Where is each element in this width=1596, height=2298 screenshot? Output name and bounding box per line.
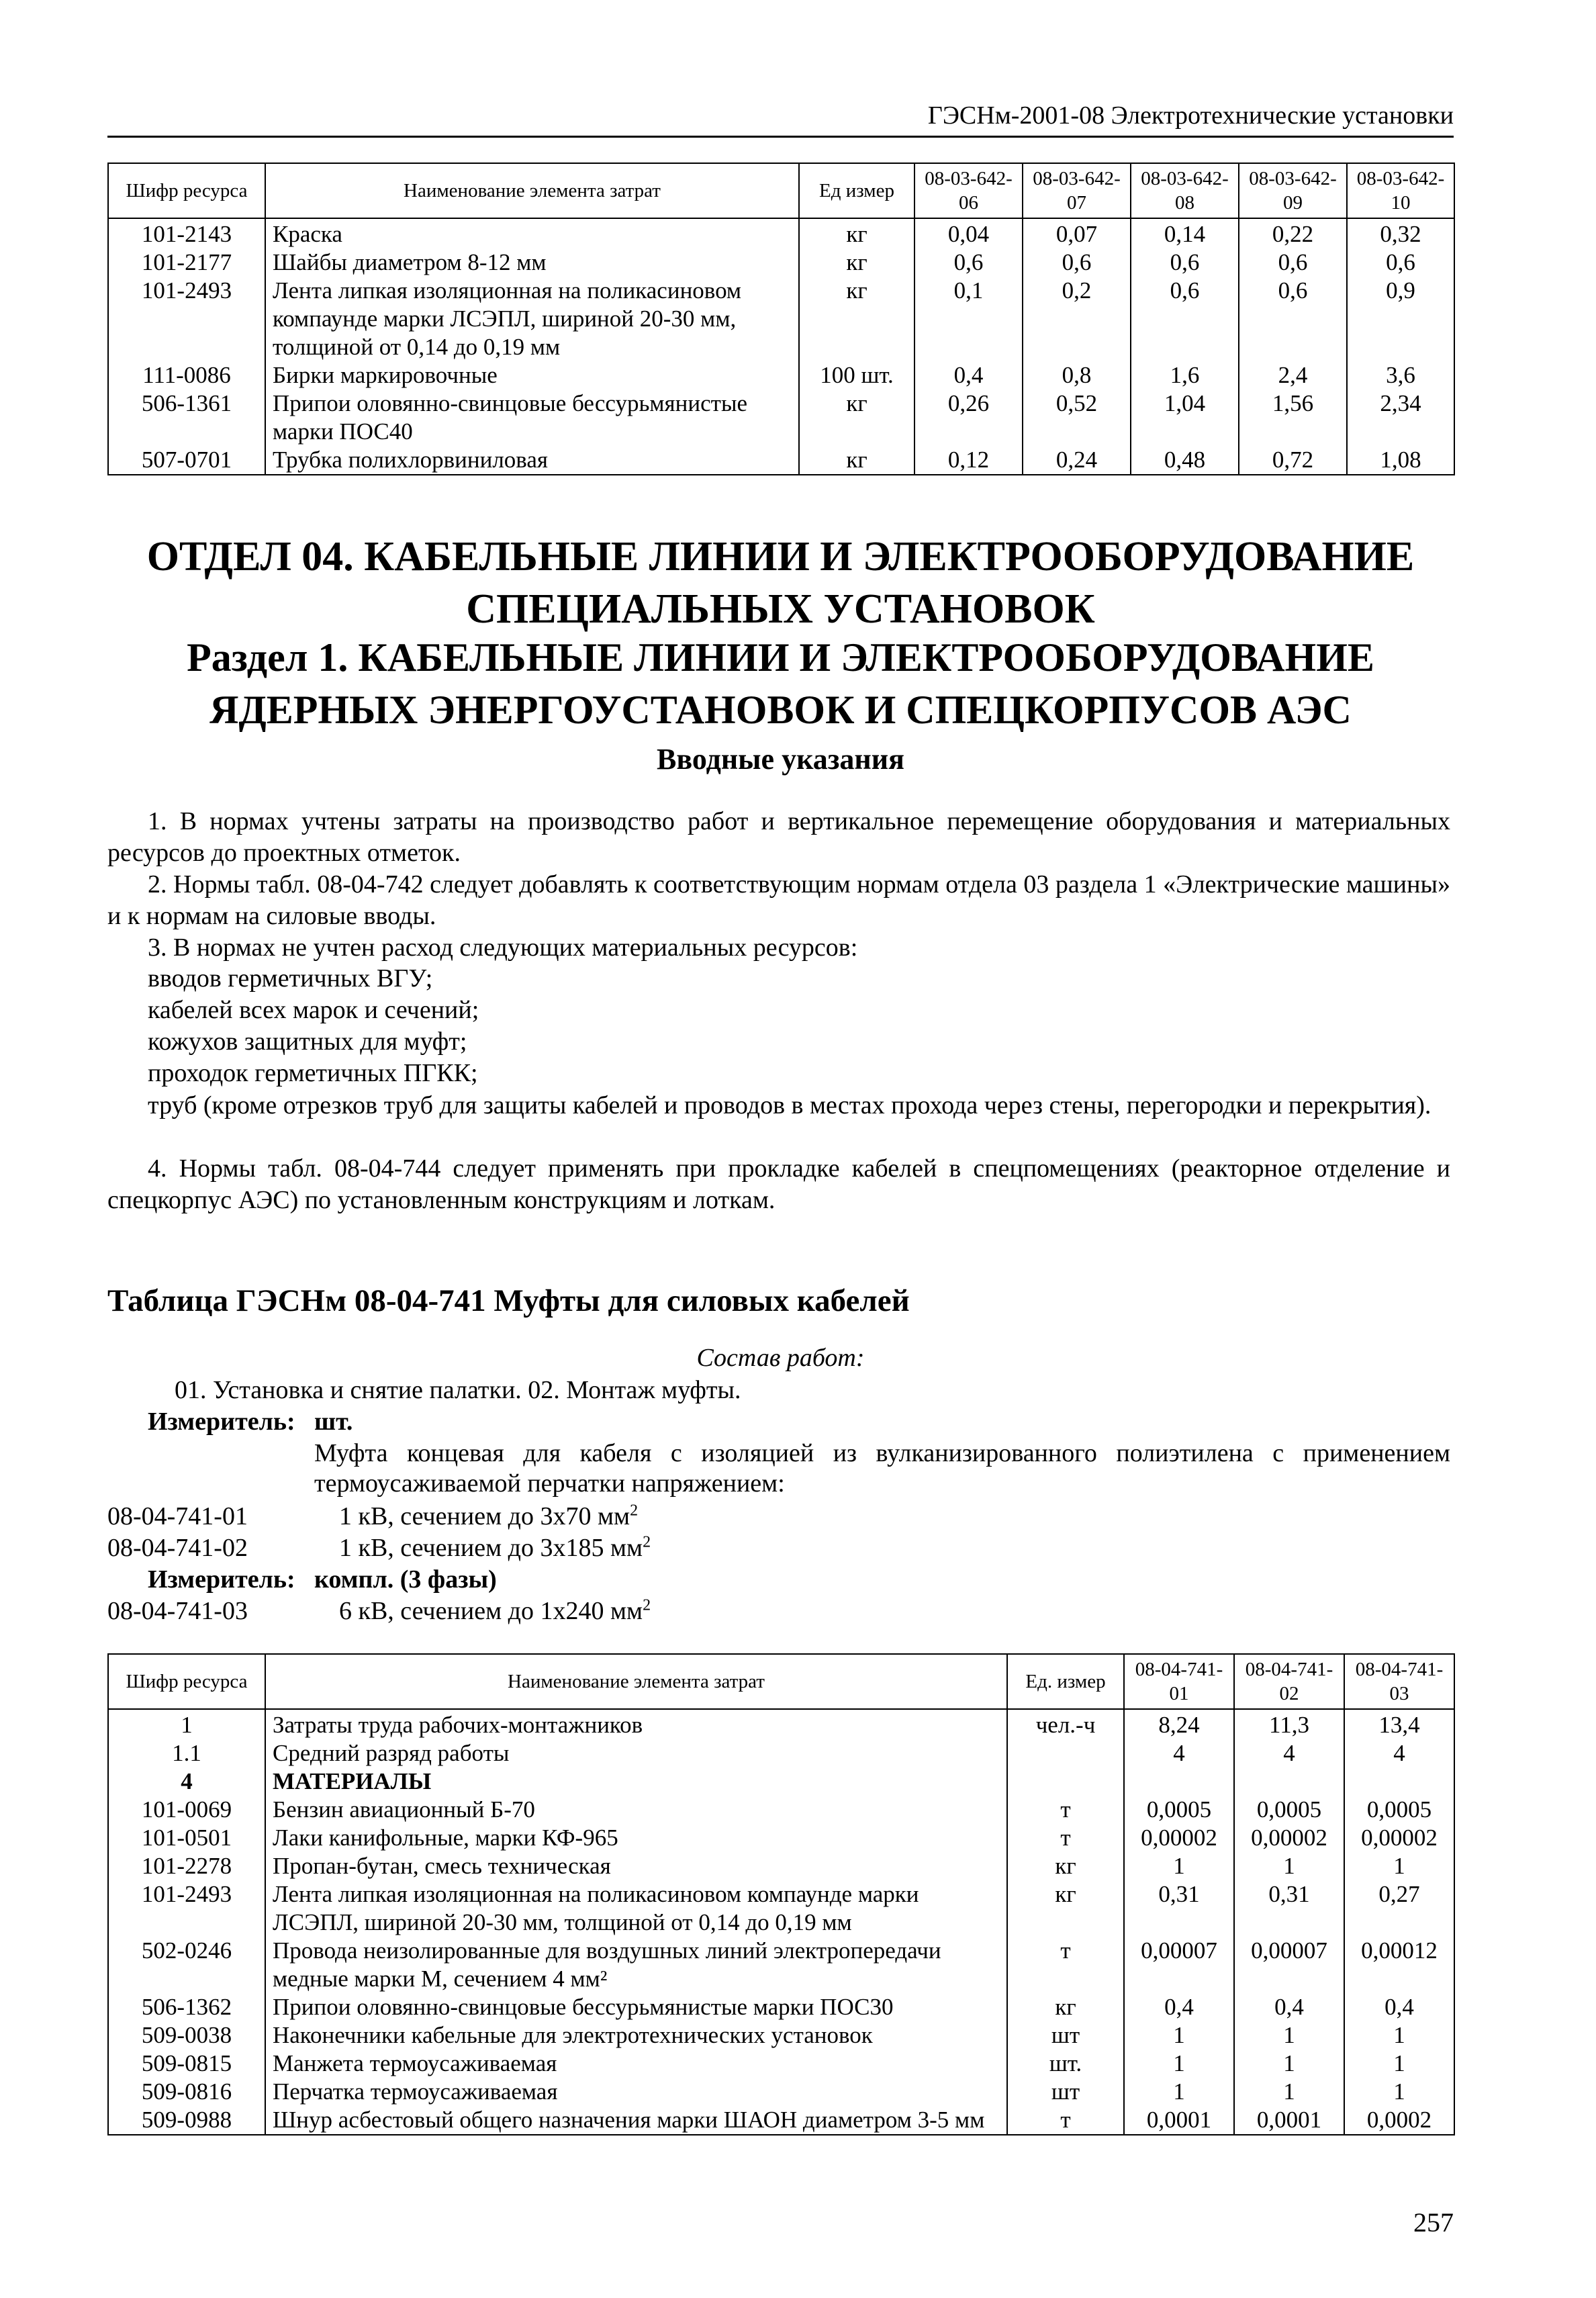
resource-code-cell: 1 [108,1709,265,1739]
value-cell: 1 [1234,1852,1344,1880]
item-description: 1 кВ, сечением до 3х70 $мм^2$ [339,1502,639,1530]
resource-name-cell: Средний разряд работы [265,1739,1007,1767]
resource-code-cell: 111-0086 [108,361,265,389]
column-header: 08-03-642-08 [1131,163,1239,218]
item-code: 08-04-741-03 [107,1597,248,1625]
value-cell: 0,9 [1347,277,1454,361]
value-cell: 0,6 [914,248,1023,277]
item-description: 1 кВ, сечением до 3х185 $мм^2$ [339,1533,651,1562]
resource-code-cell: 101-2177 [108,248,265,277]
resource-name-cell: Пропан-бутан, смесь техническая [265,1852,1007,1880]
value-cell: 0,72 [1239,446,1347,475]
table-row [108,2021,1454,2050]
intro-paragraph-1: 1. В нормах учтены затраты на производство работ и вертикальное перемещение оборудования и материальных ресурсов до проектных отметок. [107,807,1450,867]
table-row [108,218,1454,248]
value-cell: 0,6 [1239,248,1347,277]
table-row [108,1937,1454,1993]
table-row [108,389,1454,446]
value-cell: 0,26 [914,389,1023,446]
excluded-resource-item: проходок герметичных ПГКК; [148,1059,478,1087]
resource-name-cell: Бирки маркировочные [265,361,799,389]
resource-name-cell: Наконечники кабельные для электротехнических установок [265,2021,1007,2050]
column-header: 08-03-642-09 [1239,163,1347,218]
value-cell: 1 [1234,2021,1344,2050]
meter-label: Измеритель: [148,1565,295,1594]
subsection-title [107,631,1454,736]
resource-code-cell: 507-0701 [108,446,265,475]
value-cell: 0,00012 [1344,1937,1454,1993]
intro-paragraph-4: 4. Нормы табл. 08-04-744 следует применять при прокладке кабелей в спецпомещениях (реакторное отделение и спецкорпус АЭС) по установленным конструкциям и лоткам. [107,1154,1450,1214]
table-row [108,2106,1454,2135]
resource-code-cell: 509-0988 [108,2106,265,2135]
table-row [108,1993,1454,2021]
value-cell: 8,24 [1124,1709,1234,1739]
unit-cell: кг [1007,1993,1124,2021]
table-row [108,248,1454,277]
table-row [108,1796,1454,1824]
value-cell: 1 [1124,1852,1234,1880]
column-header: 08-04-741-03 [1344,1654,1454,1709]
value-cell: 1 [1124,2021,1234,2050]
resource-table-08-04-741 [107,1653,1455,2135]
column-header: Наименование элемента затрат [265,163,799,218]
value-cell: 1 [1124,2078,1234,2106]
table-header-row [108,1654,1454,1709]
section-title-line: СПЕЦИАЛЬНЫХ УСТАНОВОК [466,586,1095,632]
unit-cell: шт [1007,2078,1124,2106]
column-header: 08-03-642-10 [1347,163,1454,218]
value-cell: 0,0001 [1124,2106,1234,2135]
unit-cell: 100 шт. [799,361,914,389]
unit-cell: шт [1007,2021,1124,2050]
value-cell: 0,8 [1023,361,1131,389]
value-cell: 1 [1234,2078,1344,2106]
resource-name-cell: Шайбы диаметром 8-12 мм [265,248,799,277]
value-cell: 2,4 [1239,361,1347,389]
value-cell: 0,6 [1131,277,1239,361]
unit-cell: т [1007,1824,1124,1852]
resource-name-cell: Припои оловянно-свинцовые бессурьмянистые марки ПОС40 [265,389,799,446]
item-code: 08-04-741-01 [107,1502,248,1530]
resource-name-cell: Припои оловянно-свинцовые бессурьмянистые марки ПОС30 [265,1993,1007,2021]
unit-cell: кг [799,248,914,277]
value-cell: 1 [1344,1852,1454,1880]
value-cell: 0,00002 [1124,1824,1234,1852]
resource-code-cell: 506-1361 [108,389,265,446]
unit-cell: т [1007,1937,1124,1993]
value-cell: 0,6 [1131,248,1239,277]
resource-code-cell: 502-0246 [108,1937,265,1993]
resource-name-cell: Шнур асбестовый общего назначения марки ШАОН диаметром 3-5 мм [265,2106,1007,2135]
unit-cell: кг [1007,1852,1124,1880]
value-cell: 0,32 [1347,218,1454,248]
value-cell: 0,07 [1023,218,1131,248]
table-row [108,1767,1454,1796]
column-header: 08-04-741-01 [1124,1654,1234,1709]
value-cell: 0,31 [1234,1880,1344,1937]
meter-value: компл. (3 фазы) [314,1565,497,1594]
unit-cell: кг [1007,1880,1124,1937]
resource-code-cell: 509-0816 [108,2078,265,2106]
value-cell: 1,6 [1131,361,1239,389]
unit-cell: т [1007,1796,1124,1824]
table-title: Таблица ГЭСНм 08-04-741 Муфты для силовых кабелей [107,1283,910,1318]
resource-name-cell: Перчатка термоусаживаемая [265,2078,1007,2106]
subsection-title-line: ЯДЕРНЫХ ЭНЕРГОУСТАНОВОК И СПЕЦКОРПУСОВ АЭС [209,688,1352,732]
value-cell: 0,2 [1023,277,1131,361]
column-header: Наименование элемента затрат [265,1654,1007,1709]
value-cell: 0,04 [914,218,1023,248]
value-cell: 0,00007 [1124,1937,1234,1993]
column-header: 08-03-642-07 [1023,163,1131,218]
value-cell: 1 [1124,2050,1234,2078]
table-row [108,2078,1454,2106]
unit-cell: кг [799,446,914,475]
table-row [108,1824,1454,1852]
value-cell: 0,0005 [1344,1796,1454,1824]
unit-cell: кг [799,218,914,248]
value-cell: 1 [1344,2050,1454,2078]
resource-name-cell: Лента липкая изоляционная на поликасиновом компаунде марки ЛСЭПЛ, шириной 20-30 мм, толщиной от 0,14 до 0,19 мм [265,277,799,361]
column-header: Ед. измер [1007,1654,1124,1709]
page-number: 257 [1413,2207,1454,2238]
subsection-title-line: Раздел 1. КАБЕЛЬНЫЕ ЛИНИИ И ЭЛЕКТРООБОРУДОВАНИЕ [187,635,1374,680]
value-cell: 0,4 [1234,1993,1344,2021]
unit-cell: т [1007,2106,1124,2135]
value-cell: 0,24 [1023,446,1131,475]
table-header-row [108,163,1454,218]
table-row [108,446,1454,475]
resource-code-cell: 101-2493 [108,1880,265,1937]
value-cell: 0,00007 [1234,1937,1344,1993]
column-header: 08-04-741-02 [1234,1654,1344,1709]
resource-code-cell: 506-1362 [108,1993,265,2021]
value-cell: 0,0001 [1234,2106,1344,2135]
resource-name-cell: МАТЕРИАЛЫ [265,1767,1007,1796]
value-cell: 0,48 [1131,446,1239,475]
value-cell: 0,27 [1344,1880,1454,1937]
excluded-resource-item: кабелей всех марок и сечений; [148,996,479,1024]
value-cell: 2,34 [1347,389,1454,446]
intro-paragraph-3-last: труб (кроме отрезков труб для защиты кабелей и проводов в местах прохода через стены, перегородки и перекрытия). [148,1091,1431,1119]
unit-cell: кг [799,277,914,361]
resource-name-cell: Манжета термоусаживаемая [265,2050,1007,2078]
value-cell: 1 [1234,2050,1344,2078]
value-cell: 0,1 [914,277,1023,361]
resource-name-cell: Лента липкая изоляционная на поликасиновом компаунде марки ЛСЭПЛ, шириной 20-30 мм, толщиной от 0,14 до 0,19 мм [265,1880,1007,1937]
item-main-description: Муфта концевая для кабеля с изоляцией из вулканизированного полиэтилена с применением термоусаживаемой перчатки напряжением: [314,1439,1450,1498]
table-row [108,2050,1454,2078]
resource-code-cell: 101-2278 [108,1852,265,1880]
value-cell: 0,0005 [1234,1796,1344,1824]
resource-code-cell: 1.1 [108,1739,265,1767]
table-row [108,361,1454,389]
resource-code-cell: 101-0501 [108,1824,265,1852]
value-cell: 13,4 [1344,1709,1454,1739]
resource-code-cell: 509-0815 [108,2050,265,2078]
excluded-resource-item: вводов герметичных ВГУ; [148,964,433,993]
item-code: 08-04-741-02 [107,1534,248,1562]
resource-name-cell: Провода неизолированные для воздушных линий электропередачи медные марки М, сечением 4 мм² [265,1937,1007,1993]
meter-value: шт. [314,1408,353,1436]
value-cell [1124,1767,1234,1796]
works-heading: Состав работ: [696,1344,865,1372]
resource-name-cell: Затраты труда рабочих-монтажников [265,1709,1007,1739]
meter-label: Измеритель: [148,1408,295,1436]
value-cell: 4 [1344,1739,1454,1767]
unit-cell: чел.-ч [1007,1709,1124,1739]
value-cell: 1,04 [1131,389,1239,446]
column-header: 08-03-642-06 [914,163,1023,218]
value-cell: 0,4 [1344,1993,1454,2021]
value-cell: 0,12 [914,446,1023,475]
resource-name-cell: Краска [265,218,799,248]
value-cell: 0,0005 [1124,1796,1234,1824]
intro-paragraph-3: 3. В нормах не учтен расход следующих материальных ресурсов: [148,933,858,962]
resource-code-cell: 509-0038 [108,2021,265,2050]
value-cell: 0,6 [1347,248,1454,277]
value-cell: 0,14 [1131,218,1239,248]
resource-table-08-03-642 [107,163,1455,475]
value-cell: 0,00002 [1234,1824,1344,1852]
section-title-line: ОТДЕЛ 04. КАБЕЛЬНЫЕ ЛИНИИ И ЭЛЕКТРООБОРУДОВАНИЕ [146,534,1415,580]
item-description: 6 кВ, сечением до 1х240 $мм^2$ [339,1596,651,1625]
value-cell: 0,22 [1239,218,1347,248]
value-cell: 4 [1124,1739,1234,1767]
value-cell: 1,56 [1239,389,1347,446]
value-cell: 1,08 [1347,446,1454,475]
value-cell: 3,6 [1347,361,1454,389]
unit-cell: кг [799,389,914,446]
resource-name-cell: Трубка полихлорвиниловая [265,446,799,475]
value-cell: 0,52 [1023,389,1131,446]
value-cell: 0,00002 [1344,1824,1454,1852]
intro-paragraph-2: 2. Нормы табл. 08-04-742 следует добавлять к соответствующим нормам отдела 03 раздела 1 «Электрические машины» и к нормам на силовые вводы. [107,870,1450,930]
table-row [108,277,1454,361]
value-cell: 4 [1234,1739,1344,1767]
value-cell: 0,4 [1124,1993,1234,2021]
table-row [108,1709,1454,1739]
unit-cell [1007,1739,1124,1767]
value-cell [1344,1767,1454,1796]
unit-cell [1007,1767,1124,1796]
section-title [107,531,1454,635]
resource-code-cell: 101-2143 [108,218,265,248]
resource-code-cell: 4 [108,1767,265,1796]
resource-code-cell: 101-2493 [108,277,265,361]
value-cell: 1 [1344,2078,1454,2106]
excluded-resource-item: кожухов защитных для муфт; [148,1027,467,1056]
column-header: Шифр ресурса [108,163,265,218]
running-header: ГЭСНм-2001-08 Электротехнические установки [107,101,1454,138]
unit-cell: шт. [1007,2050,1124,2078]
resource-code-cell: 101-0069 [108,1796,265,1824]
resource-name-cell: Бензин авиационный Б-70 [265,1796,1007,1824]
value-cell: 0,0002 [1344,2106,1454,2135]
value-cell: 0,4 [914,361,1023,389]
column-header: Шифр ресурса [108,1654,265,1709]
works-text: 01. Установка и снятие палатки. 02. Монтаж муфты. [175,1376,741,1404]
table-row [108,1852,1454,1880]
value-cell: 0,6 [1239,277,1347,361]
value-cell: 0,31 [1124,1880,1234,1937]
value-cell [1234,1767,1344,1796]
intro-heading: Вводные указания [657,743,904,776]
resource-name-cell: Лаки канифольные, марки КФ-965 [265,1824,1007,1852]
column-header: Ед измер [799,163,914,218]
table-row [108,1739,1454,1767]
value-cell: 1 [1344,2021,1454,2050]
value-cell: 0,6 [1023,248,1131,277]
value-cell: 11,3 [1234,1709,1344,1739]
table-row [108,1880,1454,1937]
